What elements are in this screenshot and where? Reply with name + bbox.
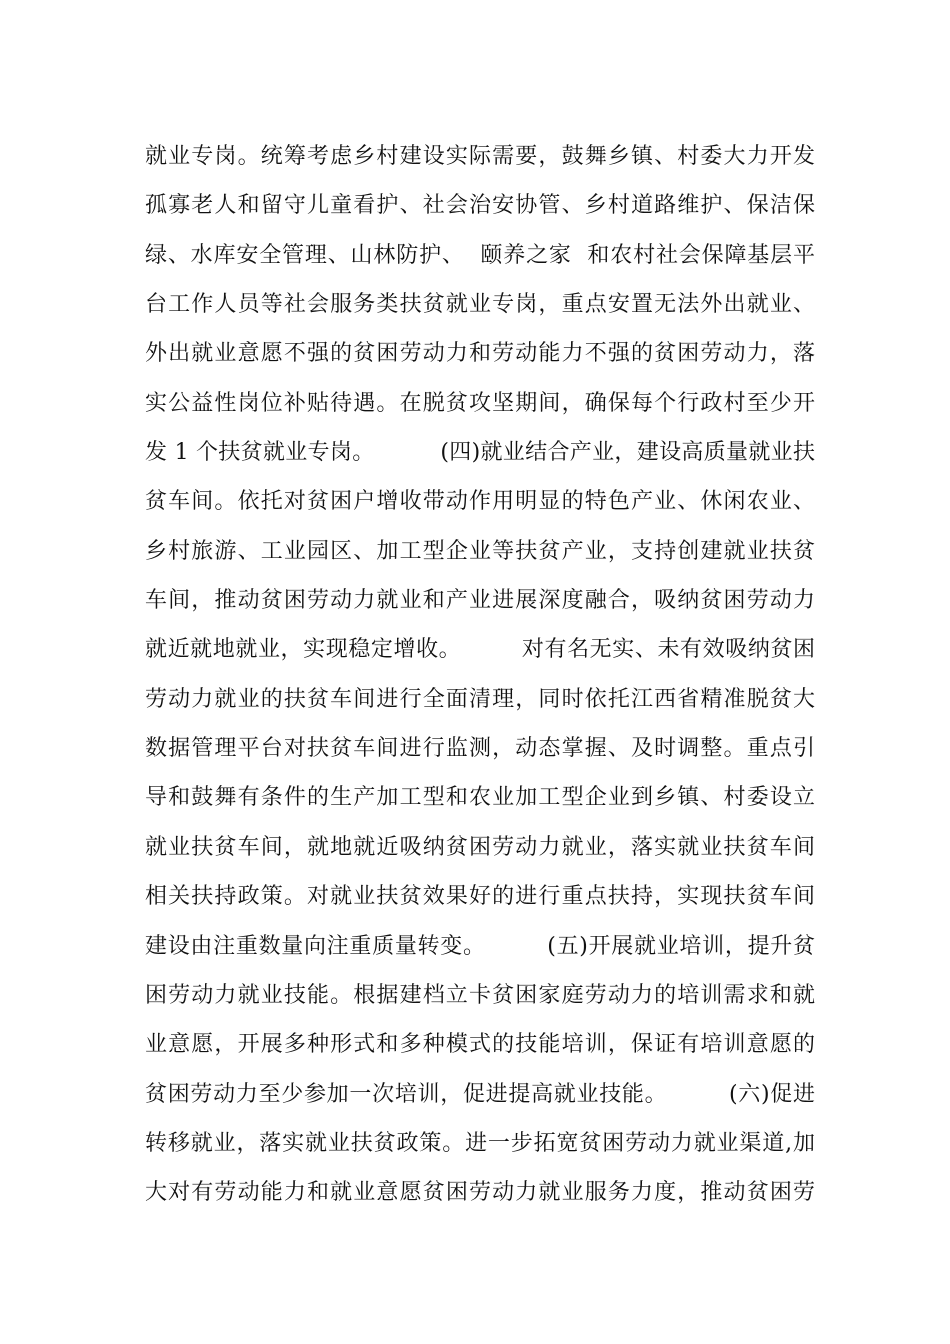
text-line: 外出就业意愿不强的贫困劳动力和劳动能力不强的贫困劳动力，落 xyxy=(145,341,815,367)
text-line: 困劳动力就业技能。根据建档立卡贫困家庭劳动力的培训需求和就 xyxy=(145,982,815,1008)
body-text xyxy=(145,132,815,1218)
text-line: 发 1 个扶贫就业专岗。 (四)就业结合产业，建设高质量就业扶 xyxy=(145,440,815,466)
text-line: 绿、水库安全管理、山林防护、 颐养之家 和农村社会保障基层平 xyxy=(145,242,815,268)
text-line: 实公益性岗位补贴待遇。在脱贫攻坚期间，确保每个行政村至少开 xyxy=(145,390,815,416)
text-line: 就业扶贫车间，就地就近吸纳贫困劳动力就业，落实就业扶贫车间 xyxy=(145,834,815,860)
text-line: 业意愿，开展多种形式和多种模式的技能培训，保证有培训意愿的 xyxy=(145,1032,815,1058)
text-line: 孤寡老人和留守儿童看护、社会治安协管、乡村道路维护、保洁保 xyxy=(145,193,815,219)
text-line: 贫车间。依托对贫困户增收带动作用明显的特色产业、休闲农业、 xyxy=(145,489,815,515)
text-line: 建设由注重数量向注重质量转变。 (五)开展就业培训，提升贫 xyxy=(145,933,815,959)
text-line: 转移就业，落实就业扶贫政策。进一步拓宽贫困劳动力就业渠道,加 xyxy=(145,1130,815,1156)
text-line: 导和鼓舞有条件的生产加工型和农业加工型企业到乡镇、村委设立 xyxy=(145,785,815,811)
text-line: 就近就地就业，实现稳定增收。 对有名无实、未有效吸纳贫困 xyxy=(145,637,815,663)
text-line: 台工作人员等社会服务类扶贫就业专岗，重点安置无法外出就业、 xyxy=(145,292,815,318)
text-line: 劳动力就业的扶贫车间进行全面清理，同时依托江西省精准脱贫大 xyxy=(145,686,815,712)
text-line: 乡村旅游、工业园区、加工型企业等扶贫产业，支持创建就业扶贫 xyxy=(145,538,815,564)
text-line: 相关扶持政策。对就业扶贫效果好的进行重点扶持，实现扶贫车间 xyxy=(145,884,815,910)
text-line: 车间，推动贫困劳动力就业和产业进展深度融合，吸纳贫困劳动力 xyxy=(145,588,815,614)
text-line: 就业专岗。统筹考虑乡村建设实际需要，鼓舞乡镇、村委大力开发 xyxy=(145,144,815,169)
text-line: 大对有劳动能力和就业意愿贫困劳动力就业服务力度，推动贫困劳 xyxy=(145,1180,815,1206)
text-line: 数据管理平台对扶贫车间进行监测，动态掌握、及时调整。重点引 xyxy=(145,736,815,762)
text-line: 贫困劳动力至少参加一次培训，促进提高就业技能。 (六)促进 xyxy=(145,1081,815,1107)
